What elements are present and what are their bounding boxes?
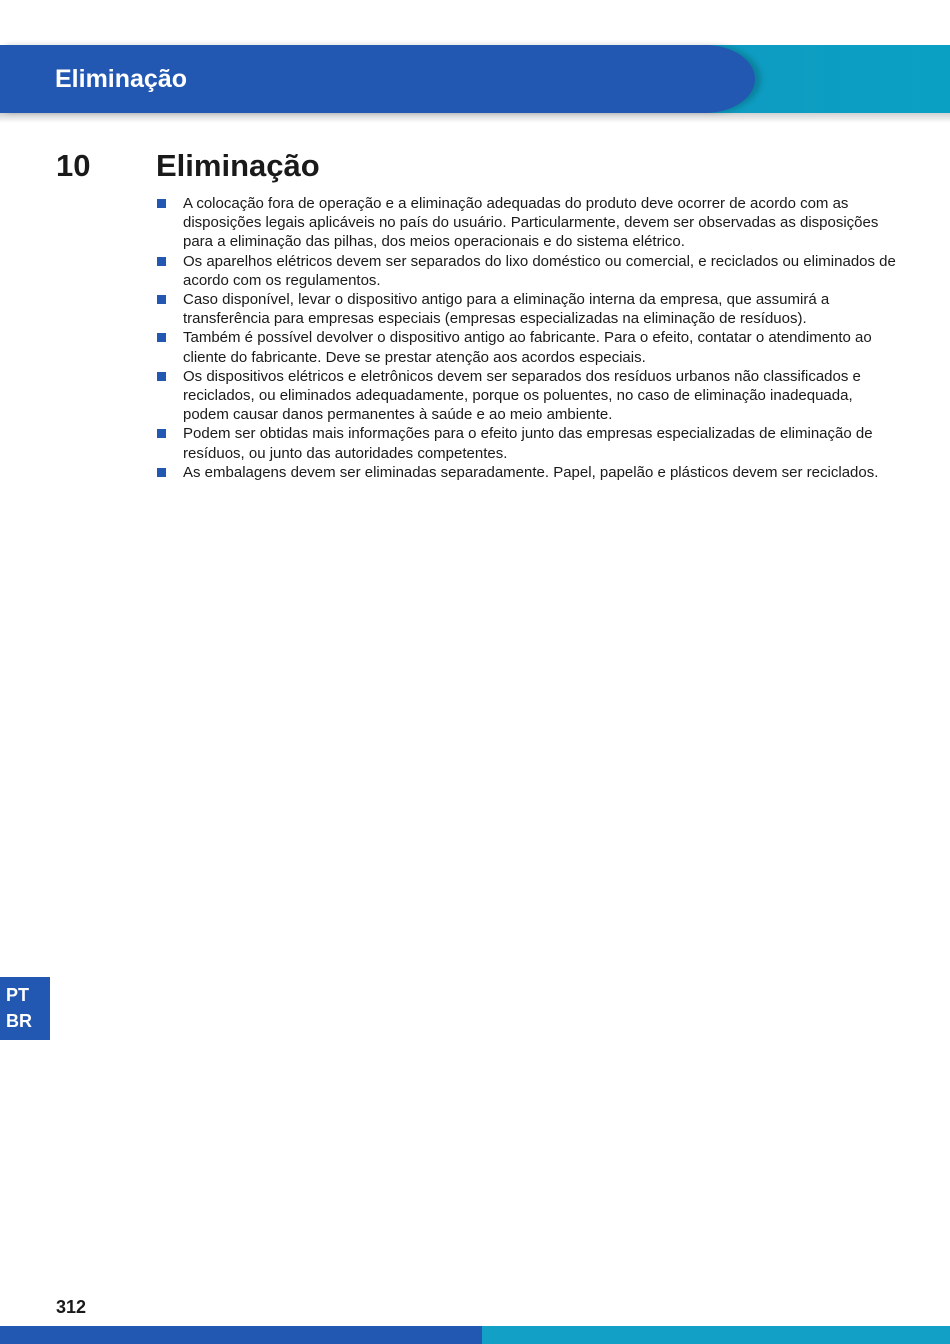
bullet-list: [157, 194, 897, 482]
list-item: [157, 290, 897, 328]
language-tab-line1: PT: [6, 985, 30, 1005]
footer-bar-right: [482, 1326, 950, 1344]
square-bullet-icon: [157, 372, 166, 381]
list-item-text: Os dispositivos elétricos e eletrônicos devem ser separados dos resíduos urbanos não classificados e reciclados, ou eliminados adequadamente, porque os poluentes, no caso de eliminação inadequada, podem causar danos permanentes à saúde e ao meio ambiente.: [183, 367, 861, 424]
header-title: Eliminação: [55, 65, 187, 93]
list-item-text: Também é possível devolver o dispositivo antigo ao fabricante. Para o efeito, contatar o atendimento ao cliente do fabricante. Deve se prestar atenção aos acordos especiais.: [183, 329, 872, 366]
list-item-text: Caso disponível, levar o dispositivo antigo para a eliminação interna da empresa, que assumirá a transferência para empresas especiais (empresas especializadas na eliminação de resíduos).: [183, 291, 830, 328]
list-item-text: A colocação fora de operação e a eliminação adequadas do produto deve ocorrer de acordo com as disposições legais aplicáveis no país do usuário. Particularmente, devem ser observadas as disposições para a eliminação das pilhas, dos meios operacionais e do sistema elétrico.: [183, 195, 879, 251]
square-bullet-icon: [157, 257, 166, 266]
footer-bar-left: [0, 1326, 482, 1344]
list-item-text: As embalagens devem ser eliminadas separadamente. Papel, papelão e plásticos devem ser reciclados.: [183, 463, 879, 481]
square-bullet-icon: [157, 468, 166, 477]
section-title: Eliminação: [156, 148, 320, 183]
list-item: [157, 328, 897, 366]
square-bullet-icon: [157, 199, 166, 208]
list-item: [157, 194, 897, 252]
section-number: 10: [56, 148, 91, 183]
square-bullet-icon: [157, 295, 166, 304]
list-item: [157, 367, 897, 425]
list-item-text: Os aparelhos elétricos devem ser separados do lixo doméstico ou comercial, e reciclados ou eliminados de acordo com os regulamentos.: [183, 252, 896, 289]
list-item: [157, 463, 897, 482]
square-bullet-icon: [157, 429, 166, 438]
header-shadow: [0, 113, 950, 123]
language-tab-line2: BR: [6, 1011, 32, 1031]
list-item: [157, 424, 897, 462]
list-item: [157, 252, 897, 290]
list-item-text: Podem ser obtidas mais informações para o efeito junto das empresas especializadas de eliminação de resíduos, ou junto das autoridades competentes.: [183, 425, 873, 462]
square-bullet-icon: [157, 333, 166, 342]
page-number: 312: [56, 1297, 87, 1317]
language-tab: [0, 977, 50, 1040]
